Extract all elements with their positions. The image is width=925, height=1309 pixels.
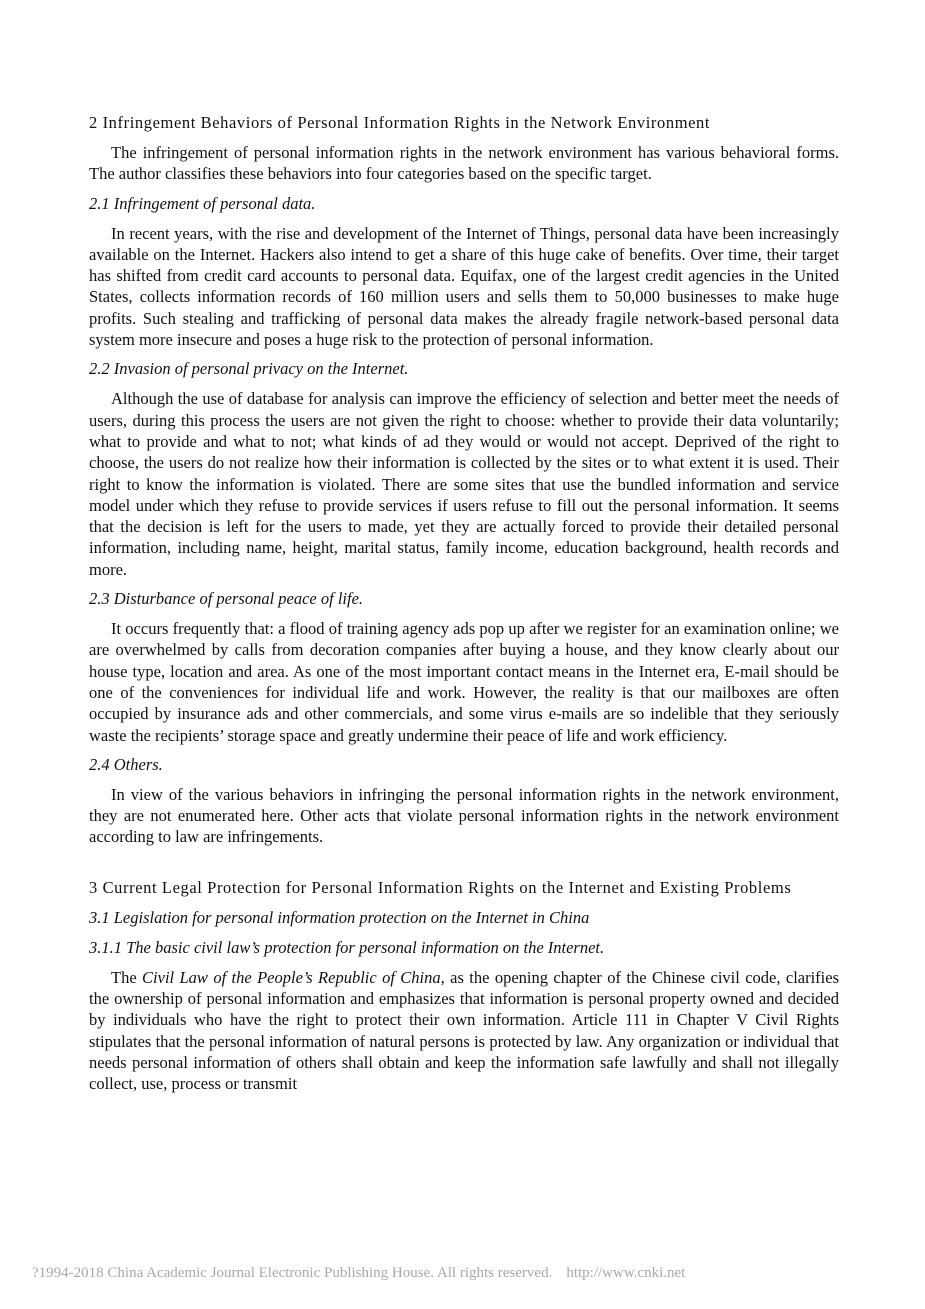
- section-spacer: [89, 856, 839, 877]
- section-2-3-heading: 2.3 Disturbance of personal peace of life.: [89, 589, 364, 609]
- section-2-1-heading: 2.1 Infringement of personal data.: [89, 193, 316, 213]
- body-rest-text: , as the opening chapter of the Chinese civil code, clarifies the ownership of personal information and emphasizes that information is personal property owned and decided by individuals who have the right to protect their own information. Article 111 in Chapter V Civil Rights stipulates that the personal information of natural persons is protected by law. Any organization or individual that needs personal information of others shall obtain and keep the information safe lawfully and shall not illegally collect, use, process or transmit: [89, 967, 840, 1094]
- section-2-2-heading: 2.2 Invasion of personal privacy on the Internet.: [89, 359, 409, 379]
- section-2-heading: 2 Infringement Behaviors of Personal Information Rights in the Network Environment: [89, 113, 711, 132]
- section-3-1-1-heading: 3.1.1 The basic civil law’s protection for personal information on the Internet.: [89, 937, 605, 957]
- section-3-1-heading: 3.1 Legislation for personal information protection on the Internet in China: [89, 907, 590, 927]
- document-page: [89, 112, 839, 1103]
- copyright-notice: ?1994-2018 China Academic Journal Electronic Publishing House. All rights reserved.: [32, 1265, 553, 1281]
- section-2-3-body: It occurs frequently that: a flood of training agency ads pop up after we register for an examination online; we are overwhelmed by calls from decoration companies after buying a house, and they know clearly about our house type, location and area. As one of the most important contact means in the Internet era, E-mail should be one of the conveniences for individual life and work. However, the reality is that our mailboxes are often occupied by insurance ads and other commercials, and some virus e-mails are so indelible that they seriously waste the recipients’ storage space and greatly undermine their peace of life and work efficiency.: [89, 619, 839, 745]
- footer-url-link[interactable]: http://www.cnki.net: [566, 1265, 686, 1281]
- section-2-1-body: In recent years, with the rise and development of the Internet of Things, personal data have been increasingly available on the Internet. Hackers also intend to get a share of this huge cake of benefits. Over time, their target has shifted from credit card accounts to personal data. Equifax, one of the largest credit agencies in the United States, collects information records of 160 million users and sells them to 50,000 businesses to make huge profits. Such stealing and trafficking of personal data makes the already fragile network-based personal data system more insecure and poses a huge risk to the protection of personal information.: [89, 223, 839, 350]
- section-2-4-body: In view of the various behaviors in infringing the personal information rights in the network environment, they are not enumerated here. Other acts that violate personal information rights in the network environment according to law are infringements.: [89, 784, 839, 847]
- law-title-italic: Civil Law of the People’s Republic of China: [142, 967, 441, 987]
- section-2-2-body: Although the use of database for analysis can improve the efficiency of selection and better meet the needs of users, during this process the users are not given the right to choose: whether to provide their data voluntarily; what to provide and what to not; what kinds of ad they would or would not accept. Deprived of the right to choose, the users do not realize how their information is collected by the sites or to what extent it is used. Their right to know the information is violated. There are some sites that use the bundled information and service model under which they refuse to provide services if users refuse to fill out the personal information. It seems that the decision is left for the users to made, yet they are actually forced to provide their detailed personal information, including name, height, marital status, family income, education background, health records and more.: [89, 389, 839, 579]
- section-3-1-1-body: [89, 967, 839, 1095]
- section-2-4-heading: 2.4 Others.: [89, 754, 163, 774]
- page-footer: [32, 1265, 685, 1282]
- body-lead-text: The: [111, 967, 143, 987]
- section-2-intro: The infringement of personal information rights in the network environment has various behavioral forms. The author classifies these behaviors into four categories based on the specific target.: [89, 143, 839, 184]
- section-3-heading: 3 Current Legal Protection for Personal Information Rights on the Internet and Existing Problems: [89, 877, 792, 897]
